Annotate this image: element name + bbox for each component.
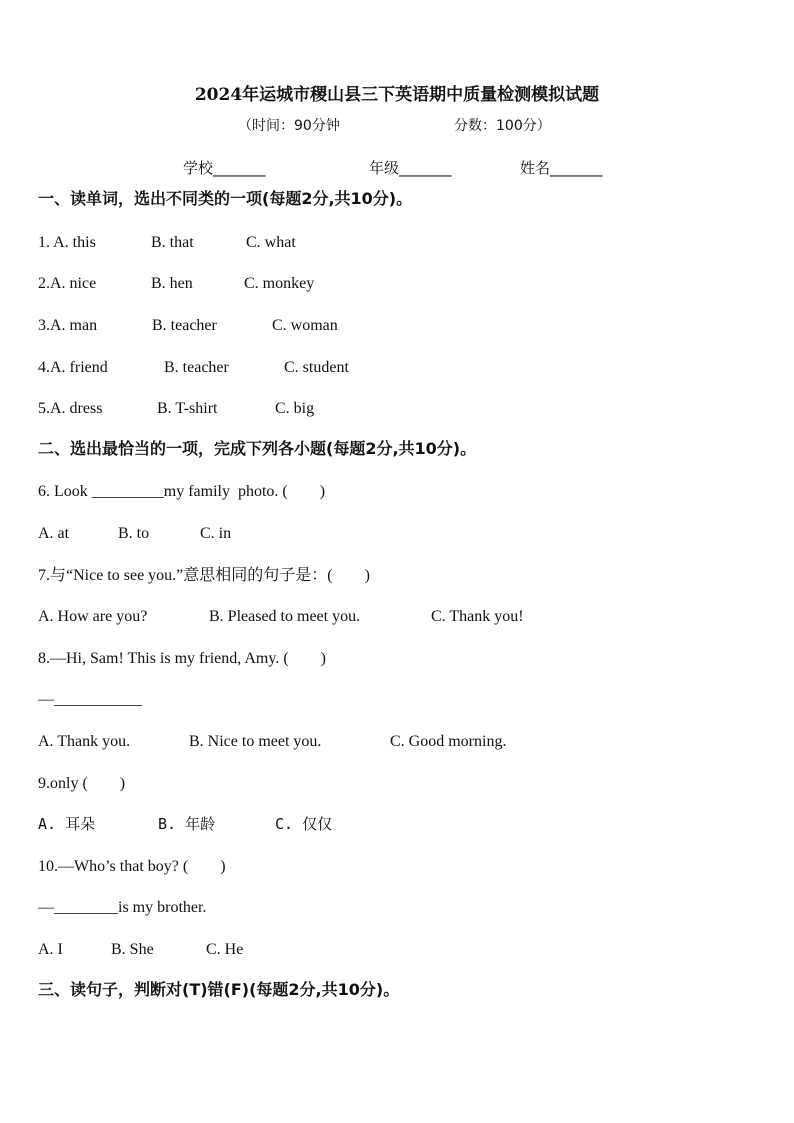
- q5-option-b: B. T-shirt: [157, 400, 218, 417]
- q8-stem: 8.—Hi, Sam! This is my friend, Amy. ( ): [38, 650, 326, 667]
- q8-option-c: C. Good morning.: [390, 733, 507, 750]
- q6-stem: 6. Look _________my family photo. ( ): [38, 483, 326, 500]
- section-heading-1: 一、读单词，选出不同类的一项(每题2分,共10分)。: [38, 189, 413, 208]
- q3-option-c: C. woman: [272, 317, 338, 334]
- q10-option-c: C. He: [206, 941, 244, 958]
- q4-option-c: C. student: [284, 359, 349, 376]
- q5-option-a: 5.A. dress: [38, 400, 103, 417]
- name-field[interactable]: 姓名_______: [520, 159, 603, 177]
- q8-answer-blank: —___________: [38, 691, 142, 708]
- q9-option-b: B. 年龄: [158, 815, 216, 833]
- q7-option-c: C. Thank you!: [431, 608, 524, 625]
- q9-option-c: C. 仅仅: [275, 815, 333, 833]
- q10-option-a: A. I: [38, 941, 63, 958]
- q8-option-a: A. Thank you.: [38, 733, 131, 750]
- q7-option-b: B. Pleased to meet you.: [209, 608, 361, 625]
- q10-option-b: B. She: [111, 941, 154, 958]
- q3-option-a: 3.A. man: [38, 317, 98, 334]
- page-title: 2024年运城市稷山县三下英语期中质量检测模拟试题: [194, 85, 600, 105]
- q7-option-a: A. How are you?: [38, 608, 148, 625]
- grade-field[interactable]: 年级_______: [369, 159, 452, 177]
- section-heading-3: 三、读句子，判断对(T)错(F)(每题2分,共10分)。: [38, 980, 400, 999]
- q8-option-b: B. Nice to meet you.: [189, 733, 322, 750]
- q6-option-a: A. at: [38, 525, 70, 542]
- q10-stem: 10.—Who’s that boy? ( ): [38, 858, 226, 875]
- q2-option-c: C. monkey: [244, 275, 315, 292]
- q6-option-b: B. to: [118, 525, 150, 542]
- q6-option-c: C. in: [200, 525, 232, 542]
- exam-time: （时间：90分钟: [238, 118, 340, 134]
- q7-stem: 7.与“Nice to see you.”意思相同的句子是：( ): [38, 567, 370, 584]
- q1-option-c: C. what: [246, 234, 296, 251]
- q4-option-b: B. teacher: [164, 359, 229, 376]
- q9-stem: 9.only ( ): [38, 775, 126, 792]
- q10-answer-blank: —________is my brother.: [38, 899, 207, 916]
- q5-option-c: C. big: [275, 400, 315, 417]
- q3-option-b: B. teacher: [152, 317, 217, 334]
- q1-option-b: B. that: [151, 234, 194, 251]
- q2-option-a: 2.A. nice: [38, 275, 97, 292]
- exam-score: 分数：100分）: [454, 118, 551, 134]
- school-field[interactable]: 学校_______: [183, 159, 266, 177]
- q2-option-b: B. hen: [151, 275, 193, 292]
- section-heading-2: 二、选出最恰当的一项，完成下列各小题(每题2分,共10分)。: [38, 439, 477, 458]
- q9-option-a: A. 耳朵: [38, 815, 96, 833]
- q4-option-a: 4.A. friend: [38, 359, 108, 376]
- q1-option-a: 1. A. this: [38, 234, 96, 251]
